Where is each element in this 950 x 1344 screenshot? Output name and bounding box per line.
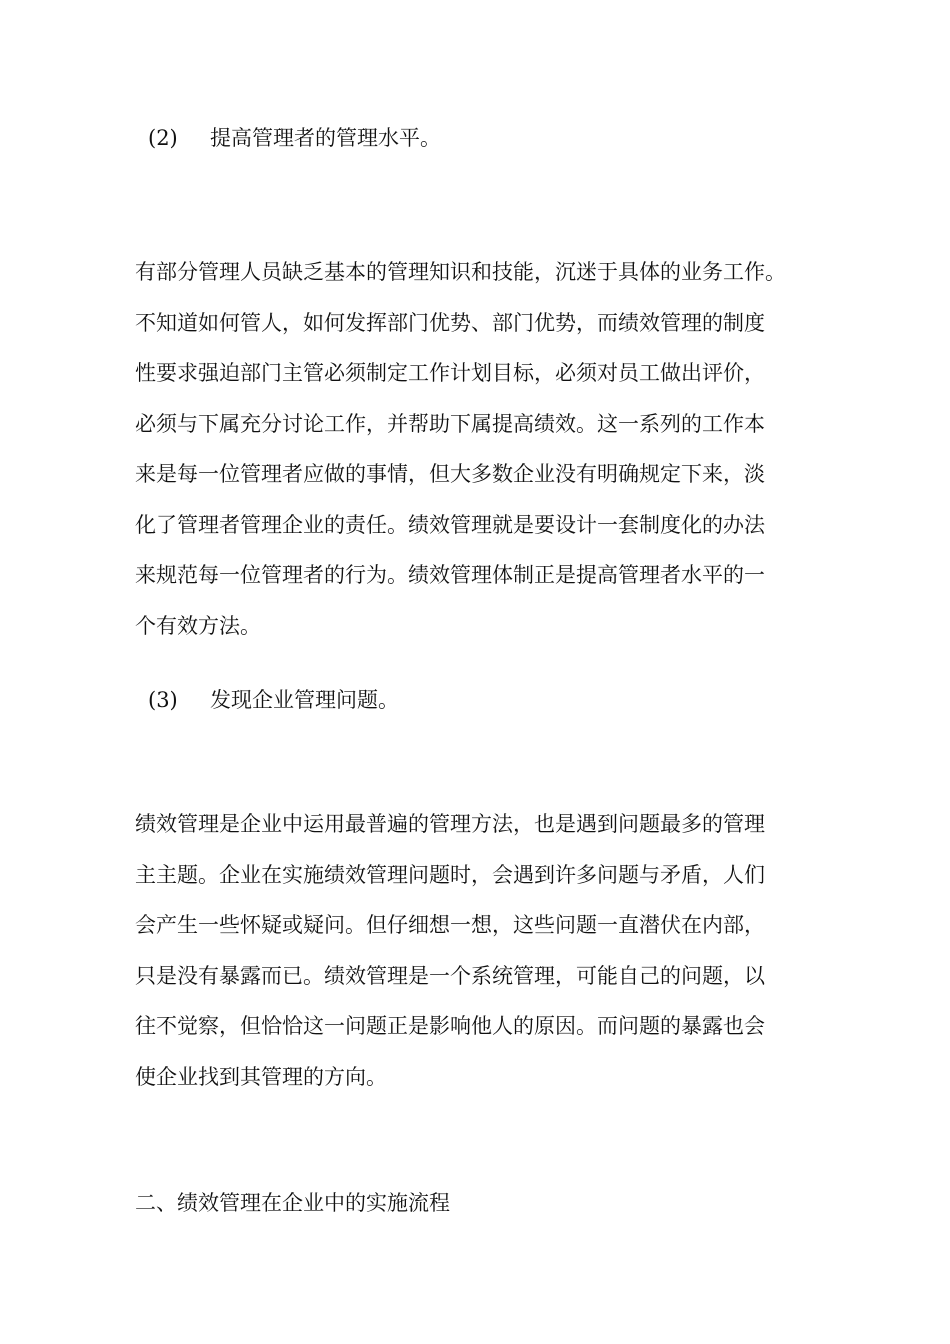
paragraph-line: 有部分管理人员缺乏基本的管理知识和技能，沉迷于具体的业务工作。 xyxy=(135,260,786,284)
item-title: 提高管理者的管理水平。 xyxy=(210,126,441,150)
paragraph-line: 个有效方法。 xyxy=(135,613,261,638)
item-heading-3 xyxy=(148,685,399,715)
item-number: (3) xyxy=(148,688,178,712)
item-number: (2) xyxy=(148,126,178,150)
paragraph-line: 会产生一些怀疑或疑问。但仔细想一想，这些问题一直潜伏在内部， xyxy=(135,913,765,937)
paragraph-line: 往不觉察，但恰恰这一问题正是影响他人的原因。而问题的暴露也会 xyxy=(135,1014,765,1038)
paragraph-line: 使企业找到其管理的方向。 xyxy=(135,1064,387,1089)
paragraph-line: 化了管理者管理企业的责任。绩效管理就是要设计一套制度化的办法 xyxy=(135,512,765,537)
paragraph-line: 只是没有暴露而已。绩效管理是一个系统管理，可能自己的问题，以 xyxy=(135,963,765,988)
paragraph-line: 来是每一位管理者应做的事情，但大多数企业没有明确规定下来，淡 xyxy=(135,462,765,486)
section-heading: 二、绩效管理在企业中的实施流程 xyxy=(135,1191,450,1215)
paragraph-line: 不知道如何管人，如何发挥部门优势、部门优势，而绩效管理的制度 xyxy=(135,310,765,335)
paragraph-1 xyxy=(135,247,825,651)
paragraph-line: 必须与下属充分讨论工作，并帮助下属提高绩效。这一系列的工作本 xyxy=(135,411,765,436)
paragraph-line: 来规范每一位管理者的行为。绩效管理体制正是提高管理者水平的一 xyxy=(135,563,765,587)
paragraph-line: 主主题。企业在实施绩效管理问题时，会遇到许多问题与矛盾，人们 xyxy=(135,862,765,887)
paragraph-line: 绩效管理是企业中运用最普遍的管理方法，也是遇到问题最多的管理 xyxy=(135,812,765,836)
paragraph-2 xyxy=(135,799,825,1102)
item-heading-2 xyxy=(148,123,441,153)
paragraph-line: 性要求强迫部门主管必须制定工作计划目标，必须对员工做出评价， xyxy=(135,361,765,385)
item-title: 发现企业管理问题。 xyxy=(210,688,399,712)
